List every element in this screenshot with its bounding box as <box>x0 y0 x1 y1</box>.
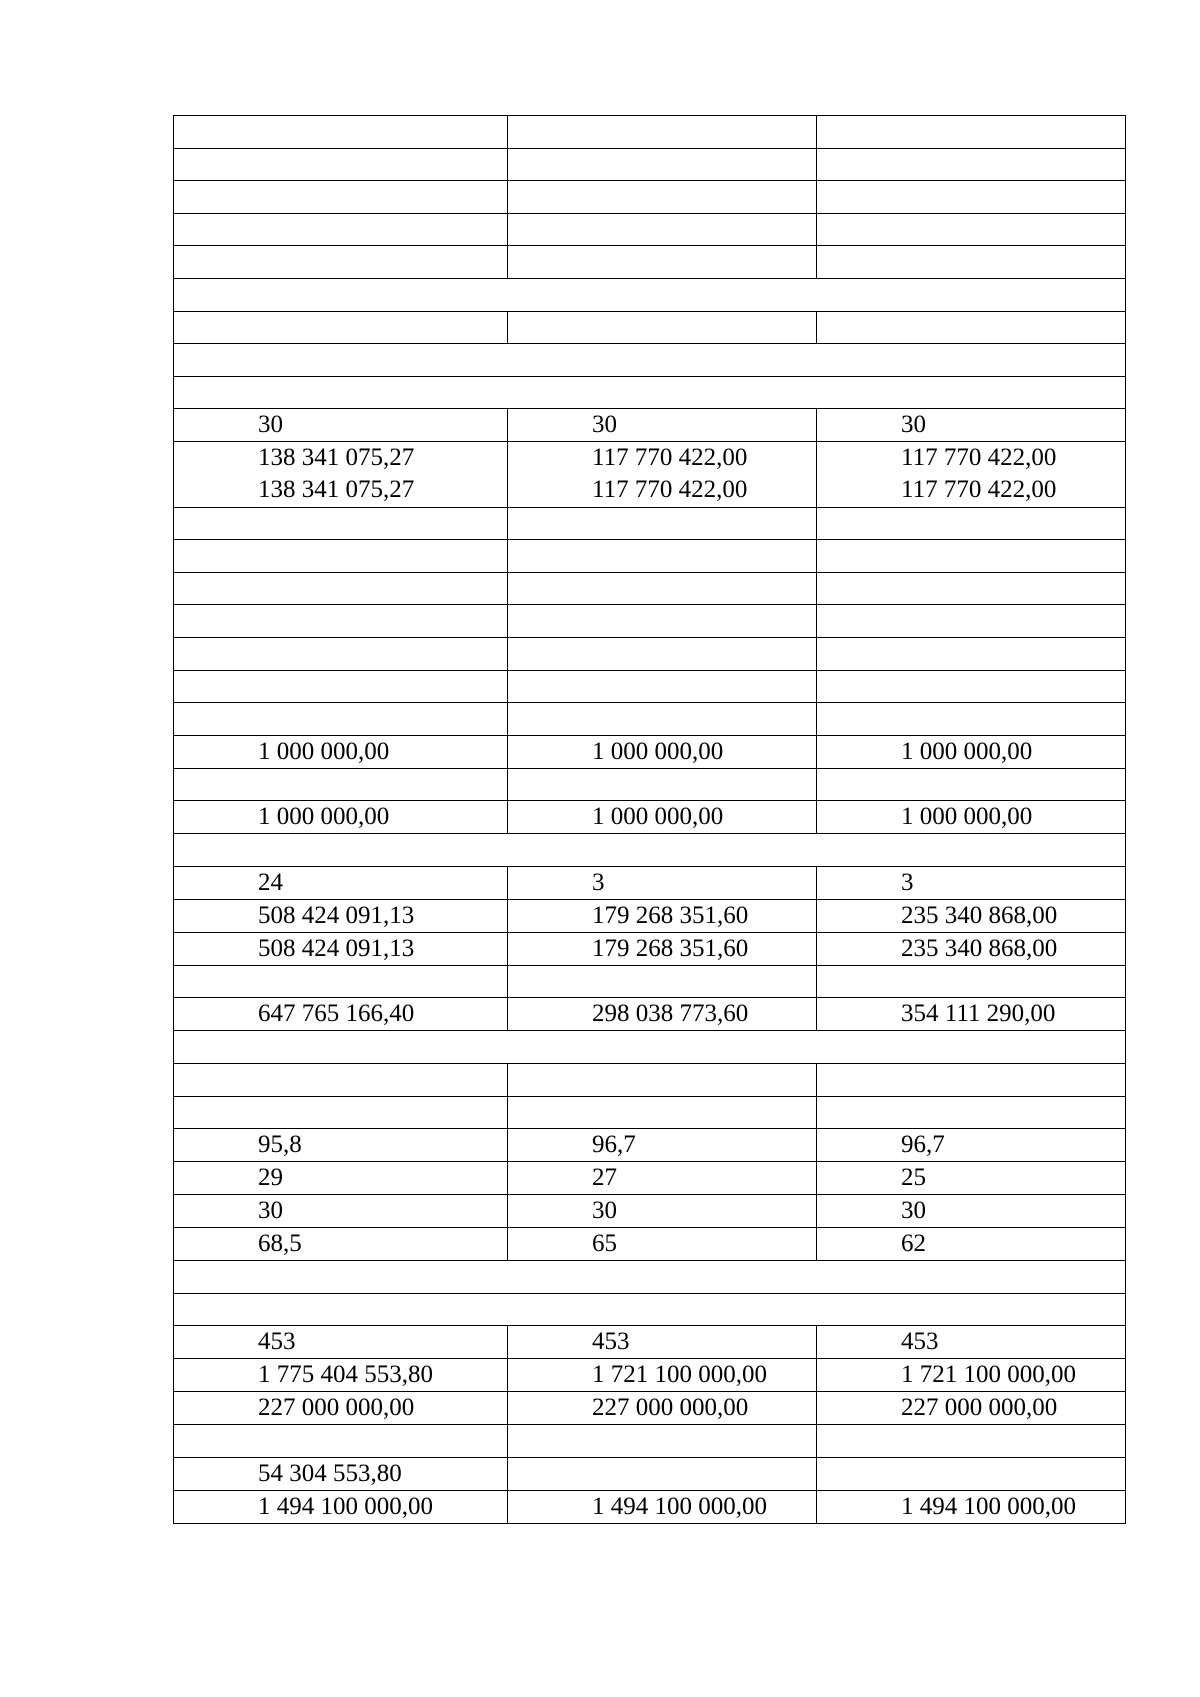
table-cell-col-3 <box>817 637 1126 670</box>
table-cell-col-3 <box>817 507 1126 540</box>
table-cell-col-1: 29 <box>174 1162 508 1195</box>
table-row <box>174 1228 1126 1261</box>
table-row <box>174 1195 1126 1228</box>
table-row <box>174 1458 1126 1491</box>
table-row <box>174 213 1126 246</box>
table-cell-col-3 <box>817 213 1126 246</box>
table-cell-col-3: 1 000 000,00 <box>817 801 1126 834</box>
table-cell-col-1: 1 775 404 553,80 <box>174 1359 508 1392</box>
table-cell-col-3 <box>817 1458 1126 1491</box>
table-section-row-cell <box>174 278 1126 311</box>
table-cell-col-2 <box>508 1425 817 1458</box>
table-row <box>174 1392 1126 1425</box>
table-cell-col-1 <box>174 670 508 703</box>
table-cell-col-2 <box>508 965 817 998</box>
table-cell-col-2 <box>508 311 817 344</box>
table-cell-col-2: 1 000 000,00 <box>508 801 817 834</box>
table-row <box>174 1425 1126 1458</box>
table-row <box>174 148 1126 181</box>
table-cell-col-1 <box>174 637 508 670</box>
table-cell-col-2: 298 038 773,60 <box>508 998 817 1031</box>
table-row <box>174 1491 1126 1524</box>
table-cell-col-2: 227 000 000,00 <box>508 1392 817 1425</box>
table-cell-col-1: 508 424 091,13 <box>174 899 508 932</box>
table-cell-col-3: 117 770 422,00 <box>817 442 1126 475</box>
table-row <box>174 507 1126 540</box>
table-cell-col-2: 1 494 100 000,00 <box>508 1491 817 1524</box>
table-cell-col-1 <box>174 1064 508 1097</box>
table-row <box>174 474 1126 507</box>
table-cell-col-1: 508 424 091,13 <box>174 932 508 965</box>
table-cell-col-1: 453 <box>174 1326 508 1359</box>
table-cell-col-3: 117 770 422,00 <box>817 474 1126 507</box>
table-row <box>174 637 1126 670</box>
table-section-row-cell <box>174 1293 1126 1326</box>
table-cell-col-2 <box>508 670 817 703</box>
table-cell-col-3: 1 494 100 000,00 <box>817 1491 1126 1524</box>
table-row <box>174 344 1126 377</box>
table-cell-col-2: 65 <box>508 1228 817 1261</box>
table-cell-col-2 <box>508 1458 817 1491</box>
table-row <box>174 735 1126 768</box>
table-row <box>174 442 1126 475</box>
table-cell-col-3 <box>817 605 1126 638</box>
table-cell-col-1 <box>174 181 508 214</box>
table-cell-col-2 <box>508 768 817 801</box>
table-cell-col-3 <box>817 540 1126 573</box>
table-row <box>174 965 1126 998</box>
table-row <box>174 998 1126 1031</box>
table-cell-col-1: 30 <box>174 409 508 442</box>
table-cell-col-1: 95,8 <box>174 1129 508 1162</box>
table-cell-col-2 <box>508 540 817 573</box>
table-cell-col-2 <box>508 181 817 214</box>
table-cell-col-3: 235 340 868,00 <box>817 899 1126 932</box>
table-row <box>174 409 1126 442</box>
table-cell-col-3 <box>817 246 1126 279</box>
table-row <box>174 768 1126 801</box>
table-cell-col-1: 647 765 166,40 <box>174 998 508 1031</box>
table-cell-col-2: 1 721 100 000,00 <box>508 1359 817 1392</box>
table-cell-col-1 <box>174 572 508 605</box>
table-cell-col-1: 1 000 000,00 <box>174 801 508 834</box>
table-cell-col-2 <box>508 246 817 279</box>
table-row <box>174 1293 1126 1326</box>
table-cell-col-3: 453 <box>817 1326 1126 1359</box>
table-cell-col-3 <box>817 670 1126 703</box>
table-cell-col-1 <box>174 703 508 736</box>
table-cell-col-2 <box>508 116 817 149</box>
table-cell-col-2: 30 <box>508 1195 817 1228</box>
table-row <box>174 605 1126 638</box>
table-cell-col-3 <box>817 181 1126 214</box>
table-row <box>174 703 1126 736</box>
table-section-row-cell <box>174 376 1126 409</box>
table-cell-col-2: 27 <box>508 1162 817 1195</box>
table-cell-col-2 <box>508 1064 817 1097</box>
table-row <box>174 572 1126 605</box>
table-cell-col-1: 138 341 075,27 <box>174 474 508 507</box>
table-row <box>174 540 1126 573</box>
table-cell-col-3 <box>817 148 1126 181</box>
table-cell-col-3: 62 <box>817 1228 1126 1261</box>
table-cell-col-1 <box>174 148 508 181</box>
table-row <box>174 899 1126 932</box>
table-row <box>174 834 1126 867</box>
table-cell-col-2 <box>508 703 817 736</box>
table-cell-col-2 <box>508 148 817 181</box>
table-cell-col-1: 227 000 000,00 <box>174 1392 508 1425</box>
table-cell-col-1 <box>174 116 508 149</box>
table-cell-col-1 <box>174 540 508 573</box>
table-cell-col-3: 1 000 000,00 <box>817 735 1126 768</box>
table-cell-col-2: 3 <box>508 866 817 899</box>
table-row <box>174 1326 1126 1359</box>
table-cell-col-3: 30 <box>817 409 1126 442</box>
table-section-row-cell <box>174 344 1126 377</box>
table-cell-col-3 <box>817 311 1126 344</box>
table-row <box>174 1359 1126 1392</box>
table-cell-col-1 <box>174 768 508 801</box>
table-row <box>174 1096 1126 1129</box>
table-row <box>174 1162 1126 1195</box>
table-cell-col-2: 1 000 000,00 <box>508 735 817 768</box>
table-cell-col-3: 354 111 290,00 <box>817 998 1126 1031</box>
table-cell-col-2: 30 <box>508 409 817 442</box>
table-cell-col-1 <box>174 311 508 344</box>
table-cell-col-3 <box>817 965 1126 998</box>
table-cell-col-1: 68,5 <box>174 1228 508 1261</box>
table-body <box>174 116 1126 1524</box>
table-cell-col-3: 235 340 868,00 <box>817 932 1126 965</box>
table-cell-col-2 <box>508 1096 817 1129</box>
table-section-row-cell <box>174 1261 1126 1294</box>
table-cell-col-1 <box>174 507 508 540</box>
table-row <box>174 1129 1126 1162</box>
table-cell-col-2: 179 268 351,60 <box>508 932 817 965</box>
table-cell-col-1 <box>174 1096 508 1129</box>
table-row <box>174 866 1126 899</box>
table-cell-col-1: 138 341 075,27 <box>174 442 508 475</box>
table-cell-col-2 <box>508 572 817 605</box>
table-row <box>174 311 1126 344</box>
table-cell-col-1: 1 000 000,00 <box>174 735 508 768</box>
table-row <box>174 116 1126 149</box>
table-cell-col-3: 3 <box>817 866 1126 899</box>
table-row <box>174 1064 1126 1097</box>
table-row <box>174 670 1126 703</box>
table-cell-col-1: 1 494 100 000,00 <box>174 1491 508 1524</box>
table-cell-col-2 <box>508 637 817 670</box>
table-cell-col-2: 117 770 422,00 <box>508 442 817 475</box>
table-row <box>174 932 1126 965</box>
table-cell-col-3: 96,7 <box>817 1129 1126 1162</box>
table-cell-col-1 <box>174 246 508 279</box>
table-cell-col-2: 117 770 422,00 <box>508 474 817 507</box>
table-row <box>174 376 1126 409</box>
table-cell-col-1 <box>174 1425 508 1458</box>
table-cell-col-1: 30 <box>174 1195 508 1228</box>
table-cell-col-1 <box>174 965 508 998</box>
table-cell-col-3: 25 <box>817 1162 1126 1195</box>
table-cell-col-3: 227 000 000,00 <box>817 1392 1126 1425</box>
data-table <box>173 115 1126 1524</box>
table-cell-col-2: 453 <box>508 1326 817 1359</box>
table-cell-col-3 <box>817 1425 1126 1458</box>
table-section-row-cell <box>174 834 1126 867</box>
table-cell-col-2 <box>508 213 817 246</box>
table-cell-col-1: 54 304 553,80 <box>174 1458 508 1491</box>
table-cell-col-2 <box>508 605 817 638</box>
table-cell-col-2 <box>508 507 817 540</box>
table-row <box>174 1261 1126 1294</box>
table-section-row-cell <box>174 1031 1126 1064</box>
table-cell-col-2: 179 268 351,60 <box>508 899 817 932</box>
table-cell-col-3 <box>817 116 1126 149</box>
table-cell-col-3: 1 721 100 000,00 <box>817 1359 1126 1392</box>
table-row <box>174 181 1126 214</box>
table-cell-col-3 <box>817 1064 1126 1097</box>
table-cell-col-3 <box>817 768 1126 801</box>
table-cell-col-3 <box>817 703 1126 736</box>
table-row <box>174 801 1126 834</box>
table-cell-col-3 <box>817 1096 1126 1129</box>
table-cell-col-1 <box>174 605 508 638</box>
table-cell-col-2: 96,7 <box>508 1129 817 1162</box>
table-row <box>174 246 1126 279</box>
table-cell-col-1 <box>174 213 508 246</box>
table-cell-col-3: 30 <box>817 1195 1126 1228</box>
table-cell-col-3 <box>817 572 1126 605</box>
table-cell-col-1: 24 <box>174 866 508 899</box>
table-row <box>174 1031 1126 1064</box>
table-row <box>174 278 1126 311</box>
